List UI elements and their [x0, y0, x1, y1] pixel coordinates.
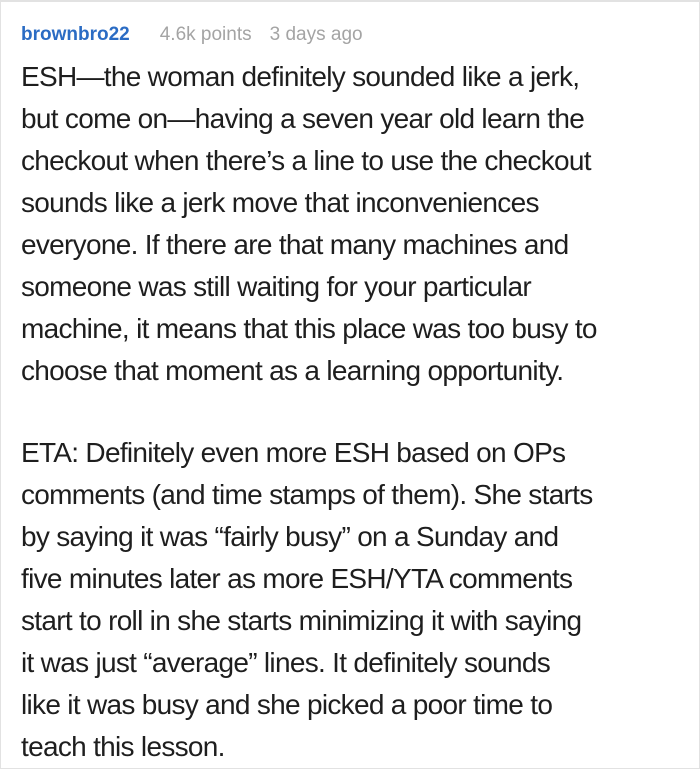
comment-line: ETA: Definitely even more ESH based on OPs — [21, 437, 566, 468]
comment-line: machine, it means that this place was too busy to — [21, 313, 597, 344]
comment-body — [21, 56, 678, 768]
comment-paragraph — [21, 56, 678, 392]
comment-points: 4.6k points — [159, 24, 252, 45]
comment-line: someone was still waiting for your particular — [21, 271, 532, 302]
comment-line: five minutes later as more ESH/YTA comments — [21, 563, 573, 594]
comment-line: it was just “average” lines. It definitely sounds — [21, 647, 551, 678]
comment-line: checkout when there’s a line to use the checkout — [21, 145, 591, 176]
comment-line: but come on—having a seven year old learn the — [21, 103, 585, 134]
comment-line: everyone. If there are that many machines and — [21, 229, 569, 260]
comment-line: by saying it was “fairly busy” on a Sunday and — [21, 521, 559, 552]
comment-paragraph — [21, 432, 678, 768]
comment-author-link[interactable]: brownbro22 — [21, 24, 130, 45]
comment-line: ESH—the woman definitely sounded like a jerk, — [21, 61, 580, 92]
comment-line: start to roll in she starts minimizing it with saying — [21, 605, 582, 636]
comment-line: choose that moment as a learning opportunity. — [21, 355, 564, 386]
comment-line: sounds like a jerk move that inconveniences — [21, 187, 539, 218]
comment-line: like it was busy and she picked a poor time to — [21, 689, 553, 720]
comment-timestamp: 3 days ago — [269, 24, 363, 45]
comment-line: comments (and time stamps of them). She starts — [21, 479, 593, 510]
comment-header — [21, 22, 678, 48]
comment-line: teach this lesson. — [21, 731, 225, 762]
